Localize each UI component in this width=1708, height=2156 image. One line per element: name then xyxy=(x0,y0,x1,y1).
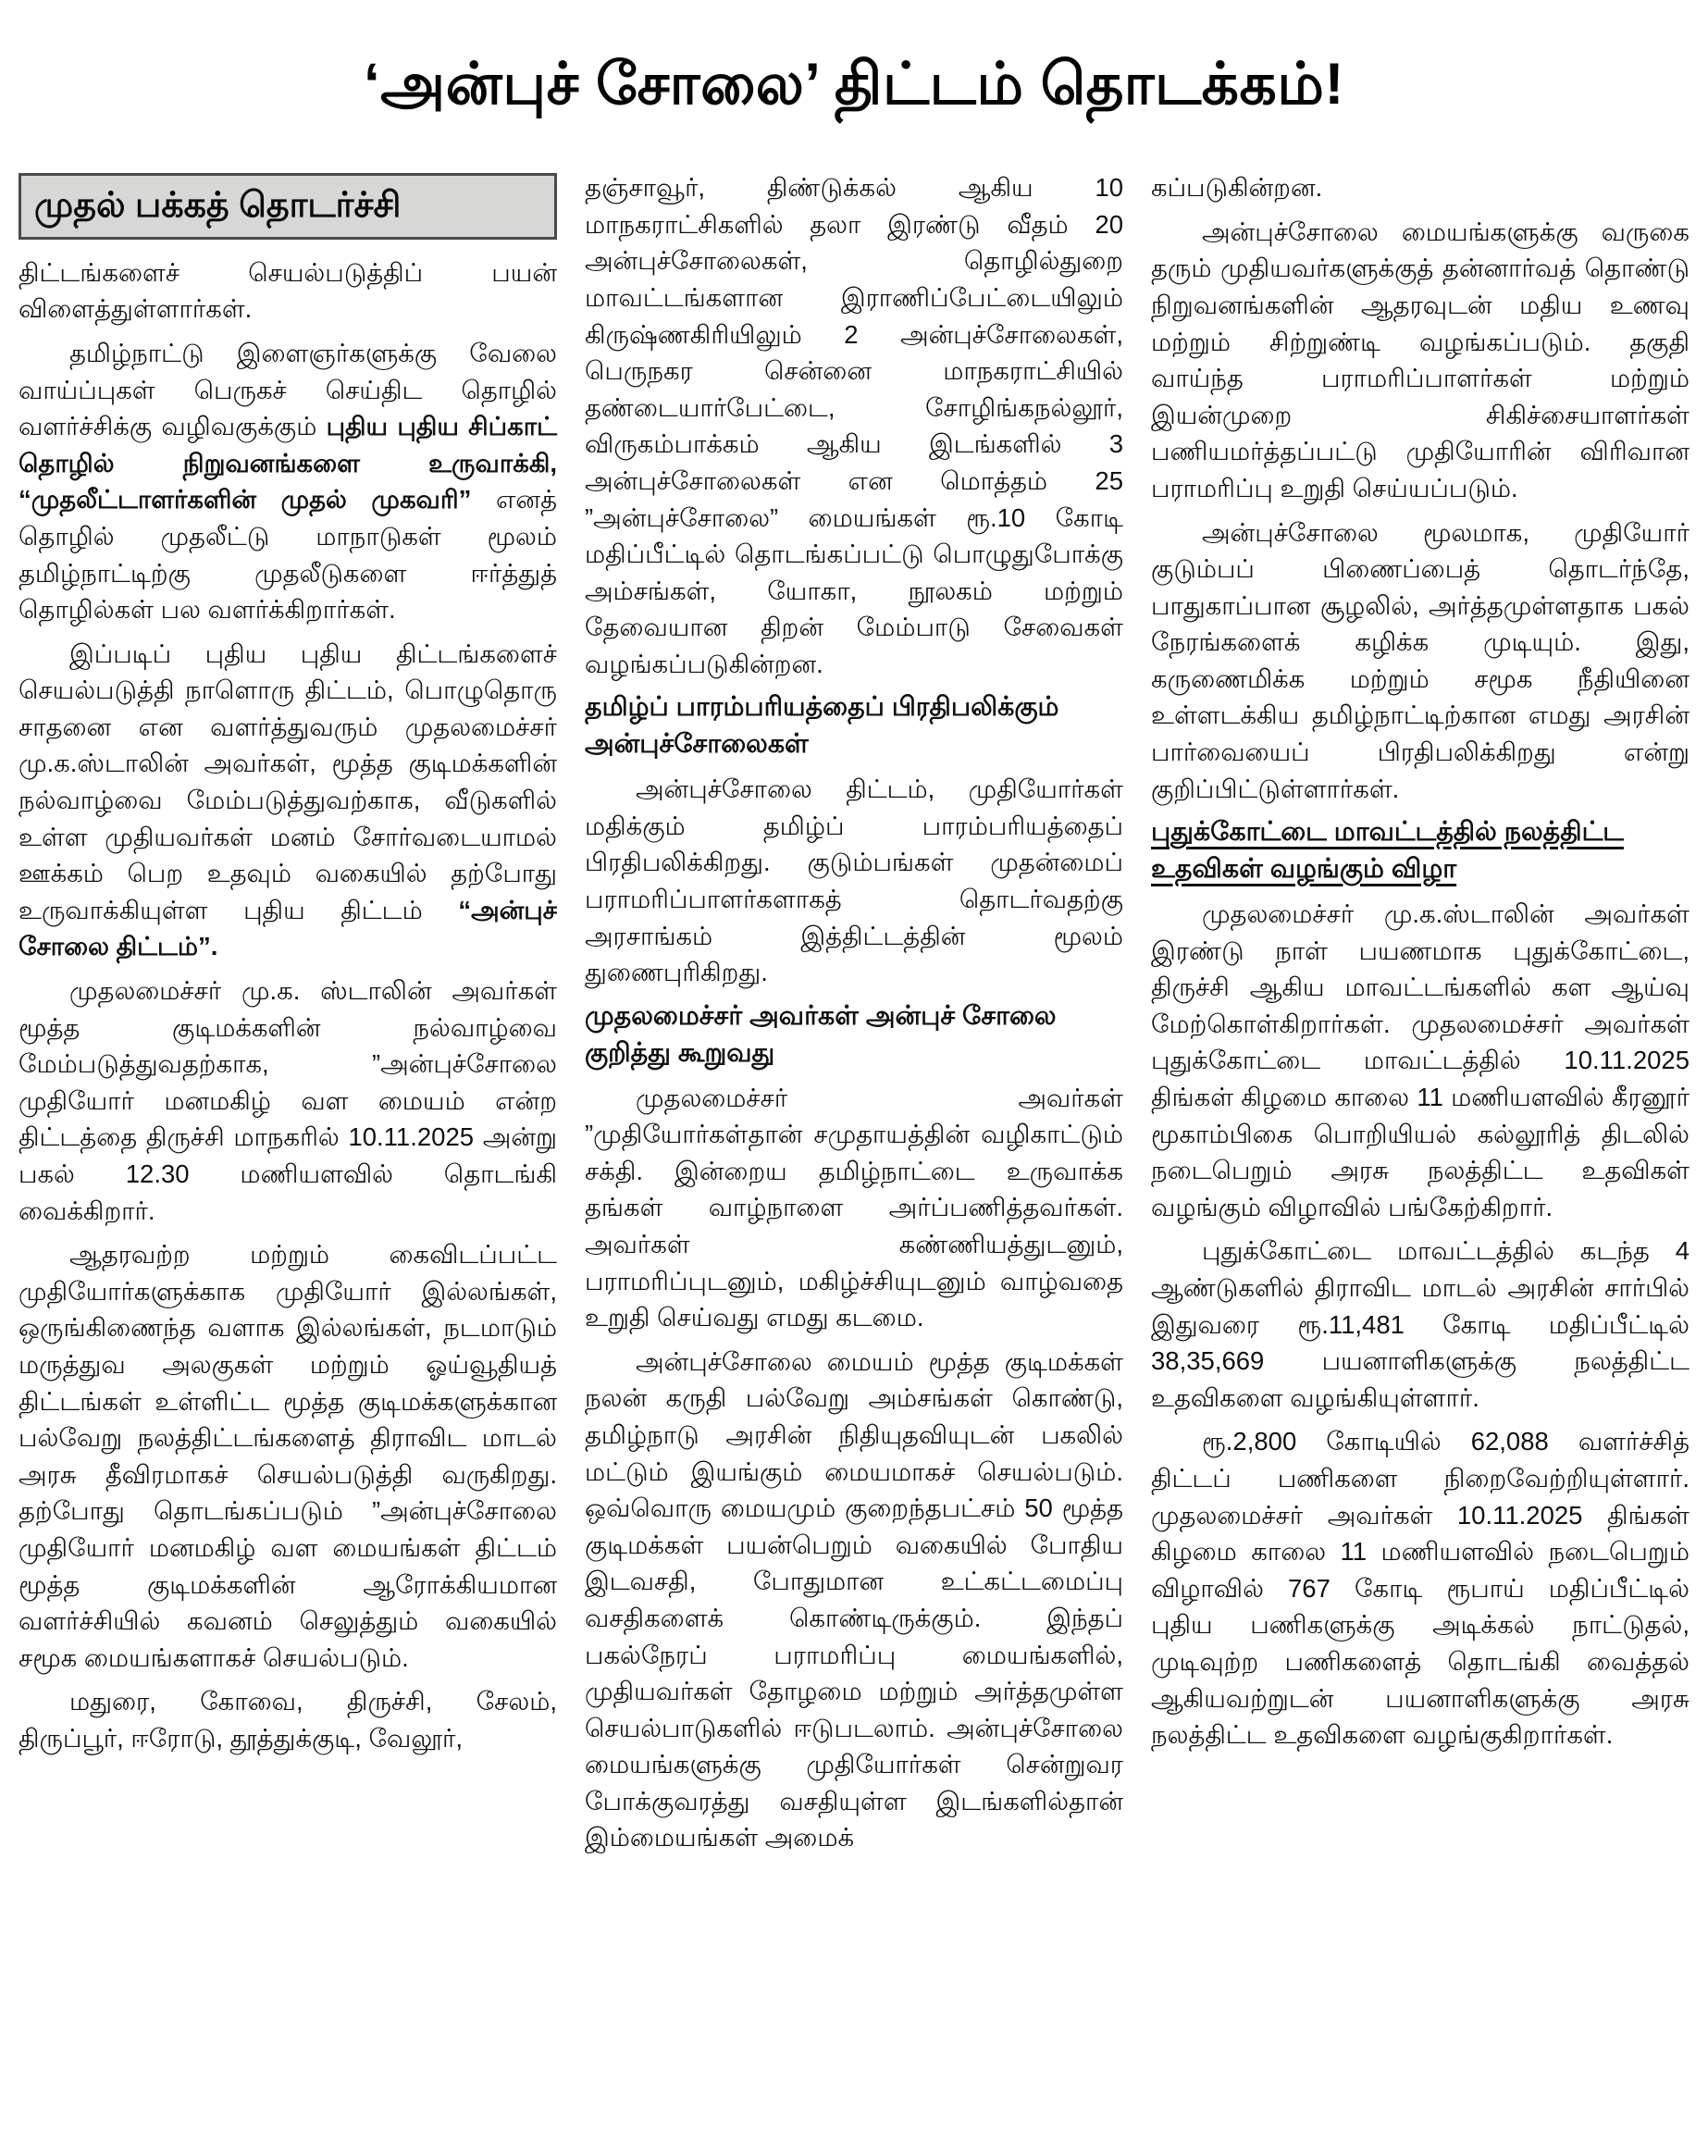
paragraph: புதுக்கோட்டை மாவட்டத்தில் கடந்த 4 ஆண்டுகளில் திராவிட மாடல் அரசின் சார்பில் இதுவரை ரூ.11,481 கோடி மதிப்பீட்டில் 38,35,669 பயனாளிகளுக்கு நலத்திட்ட உதவிகளை வழங்கியுள்ளார். xyxy=(1151,1236,1689,1412)
section-heading-pudukkottai-event: புதுக்கோட்டை மாவட்டத்தில் நலத்திட்ட உதவிகள் வழங்கும் விழா xyxy=(1151,817,1624,885)
paragraph: அன்புச்சோலை மூலமாக, முதியோர் குடும்பப் பிணைப்பைத் தொடர்ந்தே, பாதுகாப்பான சூழலில், அர்த்தமுள்ளதாக பகல் நேரங்களைக் கழிக்க முடியும். இது, கருணைமிக்க மற்றும் சமூக நீதியினை உள்ளடக்கிய தமிழ்நாட்டிற்கான எமது அரசின் பார்வையைப் பிரதிபலிக்கிறது என்று குறிப்பிட்டுள்ளார்கள். xyxy=(1151,517,1689,803)
article-columns xyxy=(19,169,1689,1864)
bold-phrase: “அன்புச் சோலை திட்டம்”. xyxy=(19,895,557,961)
paragraph-text: தமிழ்நாட்டு இளைஞர்களுக்கு வேலை வாய்ப்புகள் பெருகச் செய்திட தொழில் வளர்ச்சிக்கு வழிவகுக்கும் xyxy=(19,338,557,441)
column-2 xyxy=(585,169,1123,1864)
paragraph: ரூ.2,800 கோடியில் 62,088 வளர்ச்சித் திட்டப் பணிகளை நிறைவேற்றியுள்ளார். முதலமைச்சர் அவர்கள் 10.11.2025 திங்கள் கிழமை காலை 11 மணியளவில் நடைபெறும் விழாவில் 767 கோடி ரூபாய் மதிப்பீட்டில் புதிய பணிகளுக்கு அடிக்கல் நாட்டுதல், முடிவுற்ற பணிகளைத் தொடங்கி வைத்தல் ஆகியவற்றுடன் பயனாளிகளுக்கு அரசு நலத்திட்ட உதவிகளை வழங்குகிறார்கள். xyxy=(1151,1427,1689,1750)
paragraph: கப்படுகின்றன. xyxy=(1151,173,1323,203)
paragraph-text: எனத் தொழில் முதலீட்டு மாநாடுகள் மூலம் தமிழ்நாட்டிற்கு முதலீடுகளை ஈர்த்துத் தொழில்கள் பல வளர்க்கிறார்கள். xyxy=(19,485,557,625)
paragraph: அன்புச்சோலை மையங்களுக்கு வருகை தரும் முதியவர்களுக்குத் தன்னார்வத் தொண்டு நிறுவனங்களின் ஆதரவுடன் மதிய உணவு மற்றும் சிற்றுண்டி வழங்கப்படும். தகுதி வாய்ந்த பராமரிப்பாளர்கள் மற்றும் இயன்முறை சிகிச்சையாளர்கள் பணியமர்த்தப்பட்டு முதியோரின் விரிவான பராமரிப்பு உறுதி செய்யப்படும். xyxy=(1151,217,1689,502)
paragraph: தஞ்சாவூர், திண்டுக்கல் ஆகிய 10 மாநகராட்சிகளில் தலா இரண்டு வீதம் 20 அன்புச்சோலைகள், தொழில்துறை மாவட்டங்களான இராணிப்பேட்டையிலும் கிருஷ்ணகிரியிலும் 2 அன்புச்சோலைகள், பெருநகர சென்னை மாநகராட்சியில் தண்டையார்பேட்டை, சோழிங்கநல்லூர், விருகம்பாக்கம் ஆகிய இடங்களில் 3 அன்புச்சோலைகள் என மொத்தம் 25 ”அன்புச்சோலை” மையங்கள் ரூ.10 கோடி மதிப்பீட்டில் தொடங்கப்பட்டு பொழுதுபோக்கு அம்சங்கள், யோகா, நூலகம் மற்றும் தேவையான திறன் மேம்பாடு சேவைகள் வழங்கப்படுகின்றன. xyxy=(585,173,1123,678)
column-3 xyxy=(1151,169,1689,1761)
paragraph: திட்டங்களைச் செயல்படுத்திப் பயன் விளைத்துள்ளார்கள். xyxy=(19,257,557,324)
section-heading-tamil-heritage: தமிழ்ப் பாரம்பரியத்தைப் பிரதிபலிக்கும் அன்புச்சோலைகள் xyxy=(585,692,1059,760)
article-headline: ‘அன்புச் சோலை’ திட்டம் தொடக்கம்! xyxy=(364,52,1344,118)
paragraph: அன்புச்சோலை திட்டம், முதியோர்கள் மதிக்கும் தமிழ்ப் பாரம்பரியத்தைப் பிரதிபலிக்கிறது. குடும்பங்கள் முதன்மைப் பராமரிப்பாளர்களாகத் தொடர்வதற்கு அரசாங்கம் இத்திட்டத்தின் மூலம் துணைபுரிகிறது. xyxy=(585,774,1123,987)
paragraph: முதலமைச்சர் அவர்கள் ”முதியோர்கள்தான் சமுதாயத்தின் வழிகாட்டும் சக்தி. இன்றைய தமிழ்நாட்டை உருவாக்க தங்கள் வாழ்நாளை அர்ப்பணித்தவர்கள். அவர்கள் கண்ணியத்துடனும், பராமரிப்புடனும், மகிழ்ச்சியுடனும் வாழ்வதை உறுதி செய்வது எமது கடமை. xyxy=(585,1083,1123,1332)
column-1 xyxy=(19,169,557,1764)
continuation-box: முதல் பக்கத் தொடர்ச்சி xyxy=(19,173,557,240)
paragraph xyxy=(19,636,557,965)
paragraph: மதுரை, கோவை, திருச்சி, சேலம், திருப்பூர், ஈரோடு, தூத்துக்குடி, வேலூர், xyxy=(19,1687,557,1753)
paragraph: முதலமைச்சர் மு.க.ஸ்டாலின் அவர்கள் இரண்டு நாள் பயணமாக புதுக்கோட்டை, திருச்சி ஆகிய மாவட்டங்களில் கள ஆய்வு மேற்கொள்கிறார்கள். முதலமைச்சர் அவர்கள் புதுக்கோட்டை மாவட்டத்தில் 10.11.2025 திங்கள் கிழமை காலை 11 மணியளவில் கீரனூர் மூகாம்பிகை பொறியியல் கல்லூரித் திடலில் நடைபெறும் அரசு நலத்திட்ட உதவிகள் வழங்கும் விழாவில் பங்கேற்கிறார். xyxy=(1151,899,1689,1221)
bold-phrase: புதிய புதிய சிப்காட் தொழில் நிறுவனங்களை உருவாக்கி, “முதலீட்டாளர்களின் முதல் முகவரி” xyxy=(19,412,557,514)
paragraph: ஆதரவற்ற மற்றும் கைவிடப்பட்ட முதியோர்களுக்காக முதியோர் இல்லங்கள், ஒருங்கிணைந்த வளாக இல்லங்கள், நடமாடும் மருத்துவ அலகுகள் மற்றும் ஓய்வூதியத் திட்டங்கள் உள்ளிட்ட மூத்த குடிமக்களுக்கான பல்வேறு நலத்திட்டங்களைத் திராவிட மாடல் அரசு தீவிரமாகச் செயல்படுத்தி வருகிறது. தற்போது தொடங்கப்படும் ”அன்புச்சோலை முதியோர் மனமகிழ் வள மையங்கள் திட்டம் மூத்த குடிமக்களின் ஆரோக்கியமான வளர்ச்சியில் கவனம் செலுத்தும் வகையில் சமூக மையங்களாகச் செயல்படும். xyxy=(19,1240,557,1672)
paragraph-text: இப்படிப் புதிய புதிய திட்டங்களைச் செயல்படுத்தி நாளொரு திட்டம், பொழுதொரு சாதனை என வளர்த்துவரும் முதலமைச்சர் மு.க.ஸ்டாலின் அவர்கள், மூத்த குடிமக்களின் நல்வாழ்வை மேம்படுத்துவற்காக, வீடுகளில் உள்ள முதியவர்கள் மனம் சோர்வடையாமல் ஊக்கம் பெற உதவும் வகையில் தற்போது உருவாக்கியுள்ள புதிய திட்டம் xyxy=(19,638,557,924)
section-heading-cm-statement: முதலமைச்சர் அவர்கள் அன்புச் சோலை குறித்து கூறுவது xyxy=(585,1000,1057,1068)
paragraph: முதலமைச்சர் மு.க. ஸ்டாலின் அவர்கள் மூத்த குடிமக்களின் நல்வாழ்வை மேம்படுத்துவதற்காக, ”அன்புச்சோலை முதியோர் மனமகிழ் வள மையம் என்ற திட்டத்தை திருச்சி மாநகரில் 10.11.2025 அன்று பகல் 12.30 மணியளவில் தொடங்கி வைக்கிறார். xyxy=(19,976,557,1225)
paragraph: அன்புச்சோலை மையம் மூத்த குடிமக்கள் நலன் கருதி பல்வேறு அம்சங்கள் கொண்டு, தமிழ்நாடு அரசின் நிதியுதவியுடன் பகலில் மட்டும் இயங்கும் மையமாகச் செயல்படும். ஒவ்வொரு மையமும் குறைந்தபட்சம் 50 மூத்த குடிமக்கள் பயன்பெறும் வகையில் போதிய இடவசதி, போதுமான உட்கட்டமைப்பு வசதிகளைக் கொண்டிருக்கும். இந்தப் பகல்நேரப் பராமரிப்பு மையங்களில், முதியவர்கள் தோழமை மற்றும் அர்த்தமுள்ள செயல்பாடுகளில் ஈடுபடலாம். அன்புச்சோலை மையங்களுக்கு முதியோர்கள் சென்றுவர போக்குவரத்து வசதியுள்ள இடங்களில்தான் இம்மையங்கள் அமைக் xyxy=(585,1346,1123,1852)
paragraph xyxy=(19,335,557,628)
